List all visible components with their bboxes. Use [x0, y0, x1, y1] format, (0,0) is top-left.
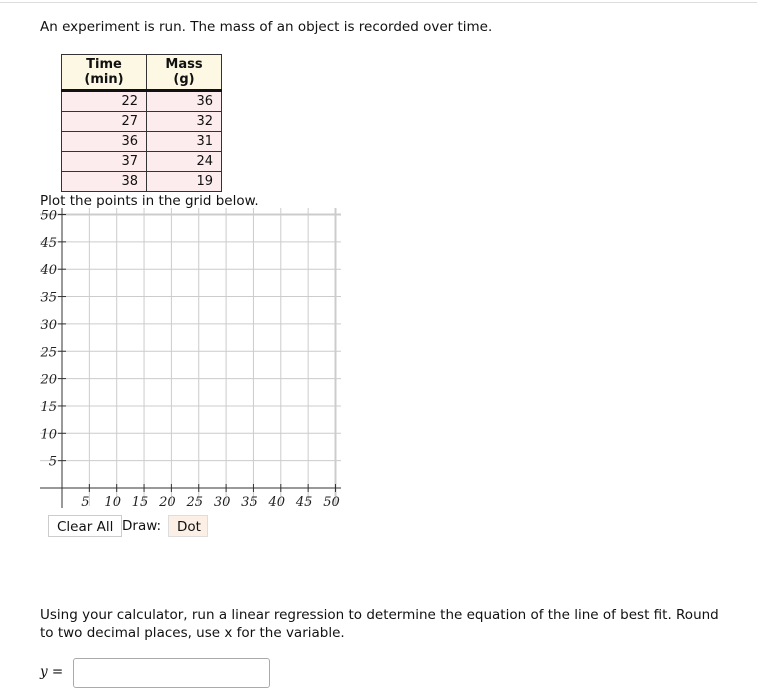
answer-input[interactable]	[73, 658, 270, 688]
draw-label: Draw:	[122, 518, 162, 534]
clear-all-button[interactable]: Clear All	[48, 515, 122, 537]
time-cell: 36	[62, 132, 147, 152]
time-cell: 38	[62, 172, 147, 192]
mass-cell: 19	[147, 172, 222, 192]
time-cell: 37	[62, 152, 147, 172]
y-tick-label: 35	[40, 290, 57, 306]
x-tick-label: 20	[159, 495, 176, 510]
x-tick-label: 45	[295, 495, 313, 510]
y-tick-label: 20	[40, 372, 57, 388]
x-tick-label: 40	[268, 495, 286, 510]
x-tick-label: 35	[241, 495, 258, 510]
mass-cell: 24	[147, 152, 222, 172]
mass-cell: 31	[147, 132, 222, 152]
y-tick-label: 15	[40, 399, 57, 415]
time-cell: 27	[62, 112, 147, 132]
plot-prompt: Plot the points in the grid below.	[40, 193, 259, 209]
header-mass: Mass (g)	[147, 55, 222, 91]
x-tick-label: 30	[213, 495, 231, 510]
answer-label: y =	[40, 664, 64, 680]
x-tick-label: 50	[323, 495, 340, 510]
mass-cell: 36	[147, 91, 222, 112]
x-tick-label: 25	[186, 495, 204, 510]
y-tick-label: 30	[40, 317, 57, 333]
intro-text: An experiment is run. The mass of an object is recorded over time.	[40, 19, 493, 35]
mass-cell: 32	[147, 112, 222, 132]
x-tick-label: 15	[131, 495, 149, 510]
y-tick-label: 50	[40, 208, 57, 224]
x-tick-label: 5	[81, 495, 90, 510]
y-tick-label: 45	[40, 235, 57, 251]
y-tick-label: 25	[40, 345, 57, 361]
time-cell: 22	[62, 91, 147, 112]
header-time: Time (min)	[62, 55, 147, 91]
dot-tool-button[interactable]: Dot	[168, 515, 208, 537]
y-tick-label: 10	[40, 427, 57, 443]
x-tick-label: 10	[104, 495, 121, 510]
question-text: Using your calculator, run a linear regression to determine the equation of the line of best fit. Round to two decimal places, use x for the variable.	[40, 607, 719, 641]
y-tick-label: 5	[48, 454, 57, 470]
y-tick-label: 40	[40, 263, 57, 279]
